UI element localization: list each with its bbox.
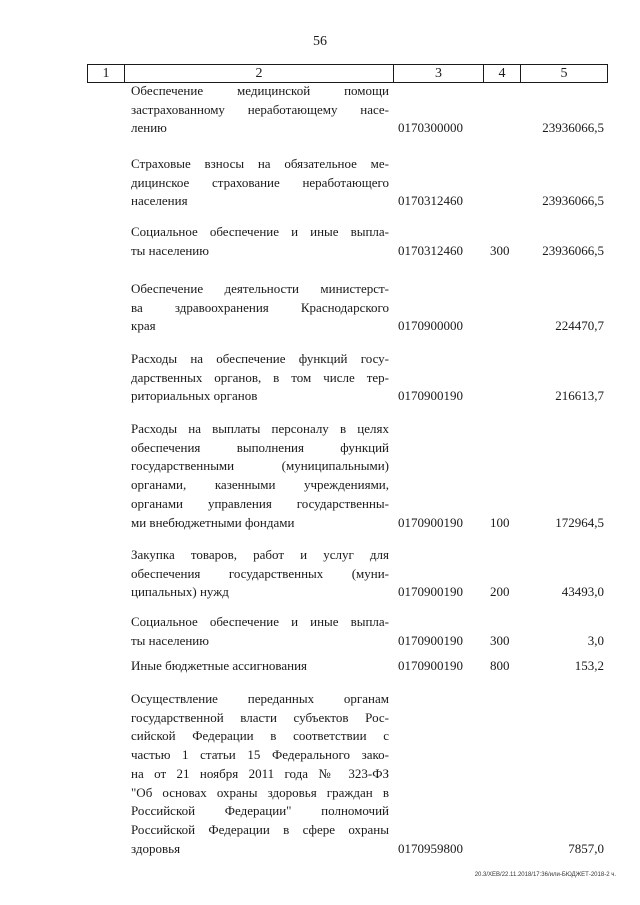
row-code: 0170900190 — [398, 658, 463, 673]
table-row — [0, 223, 640, 260]
row-code: 0170900190 — [398, 632, 463, 648]
row-amount: 216613,7 — [555, 388, 604, 404]
row-amount: 3,0 — [587, 632, 604, 648]
description-line: обеспечения государственных (муни- — [131, 565, 389, 581]
table-row — [0, 82, 640, 138]
row-description — [131, 82, 389, 138]
description-line: государственными (муниципальными) — [131, 458, 389, 474]
table-row — [0, 155, 640, 211]
description-line: Социальное обеспечение и иные выпла- — [131, 224, 389, 239]
row-amount: 224470,7 — [555, 318, 604, 334]
description-line: застрахованному неработающему насе- — [131, 101, 389, 117]
row-code: 0170900000 — [398, 318, 463, 334]
description-line: органами, казенными учреждениями, — [131, 477, 389, 493]
description-line: государственной власти субъектов Рос- — [131, 709, 389, 725]
table-row — [0, 657, 640, 676]
description-line: Закупка товаров, работ и услуг для — [131, 547, 389, 562]
description-line: органами управления государственны- — [131, 495, 389, 511]
row-expense-type: 300 — [490, 242, 510, 258]
row-amount: 23936066,5 — [542, 120, 604, 136]
description-line: ты населению — [131, 632, 209, 648]
row-description — [131, 690, 389, 858]
row-code: 0170900190 — [398, 584, 463, 600]
row-amount: 23936066,5 — [542, 193, 604, 209]
table-row — [0, 350, 640, 406]
description-line: на от 21 ноября 2011 года № 323-ФЗ — [131, 765, 389, 781]
header-col-4: 4 — [484, 65, 521, 82]
description-line: Расходы на обеспечение функций госу- — [131, 351, 389, 366]
description-line: Обеспечение деятельности министерст- — [131, 281, 389, 296]
row-expense-type: 200 — [490, 584, 510, 600]
description-line: Российской Федерации в сфере охраны — [131, 821, 389, 837]
row-code: 0170312460 — [398, 242, 463, 258]
row-description — [131, 546, 389, 602]
footer-stamp: 20.3/ХЕВ/22.11.2018/17:36/или-БЮДЖЕТ-2018-2 ч. — [474, 872, 616, 878]
description-line: Российской Федерации" полномочий — [131, 803, 389, 819]
description-line: Осуществление переданных органам — [131, 691, 389, 706]
header-col-1: 1 — [88, 65, 125, 82]
page-number: 56 — [313, 34, 327, 49]
row-expense-type: 800 — [490, 658, 510, 673]
row-expense-type: 100 — [490, 514, 510, 530]
description-line: Иные бюджетные ассигнования — [131, 658, 308, 673]
description-line: частью 1 статьи 15 Федерального зако- — [131, 747, 389, 763]
table-row — [0, 613, 640, 650]
row-description — [131, 223, 389, 260]
row-code: 0170300000 — [398, 120, 463, 136]
description-line: ва здравоохранения Краснодарского — [131, 299, 389, 315]
header-col-2: 2 — [125, 65, 394, 82]
description-line: лению — [131, 120, 167, 136]
row-description — [131, 657, 389, 676]
description-line: Обеспечение медицинской помощи — [131, 83, 389, 98]
row-description — [131, 420, 389, 532]
description-line: "Об основах охраны здоровья граждан в — [131, 784, 389, 800]
row-amount: 153,2 — [574, 658, 604, 673]
row-amount: 172964,5 — [555, 514, 604, 530]
row-description — [131, 350, 389, 406]
header-col-5: 5 — [560, 66, 568, 81]
description-line: Социальное обеспечение и иные выпла- — [131, 614, 389, 629]
table-header — [87, 64, 608, 83]
row-code: 0170900190 — [398, 514, 463, 530]
row-description — [131, 613, 389, 650]
description-line: дицинское страхование неработающего — [131, 174, 389, 190]
row-description — [131, 155, 389, 211]
description-line: сийской Федерации в соответствии с — [131, 728, 389, 744]
row-description — [131, 280, 389, 336]
description-line: ципальных) нужд — [131, 584, 229, 600]
table-row — [0, 420, 640, 532]
table-row — [0, 546, 640, 602]
row-code: 0170900190 — [398, 388, 463, 404]
description-line: ми внебюджетными фондами — [131, 514, 295, 530]
row-amount: 43493,0 — [561, 584, 604, 600]
description-line: ты населению — [131, 242, 209, 258]
description-line: риториальных органов — [131, 388, 258, 404]
table-row — [0, 280, 640, 336]
description-line: здоровья — [131, 840, 181, 856]
table-row — [0, 690, 640, 858]
description-line: обеспечения выполнения функций — [131, 439, 389, 455]
row-code: 0170959800 — [398, 840, 463, 856]
row-expense-type: 300 — [490, 632, 510, 648]
row-amount: 7857,0 — [568, 840, 604, 856]
description-line: Страховые взносы на обязательное ме- — [131, 156, 389, 171]
description-line: дарственных органов, в том числе тер- — [131, 369, 389, 385]
row-code: 0170312460 — [398, 193, 463, 209]
description-line: Расходы на выплаты персоналу в целях — [131, 421, 389, 436]
description-line: населения — [131, 193, 188, 209]
description-line: края — [131, 318, 156, 334]
row-amount: 23936066,5 — [542, 242, 604, 258]
header-col-3: 3 — [394, 65, 484, 82]
